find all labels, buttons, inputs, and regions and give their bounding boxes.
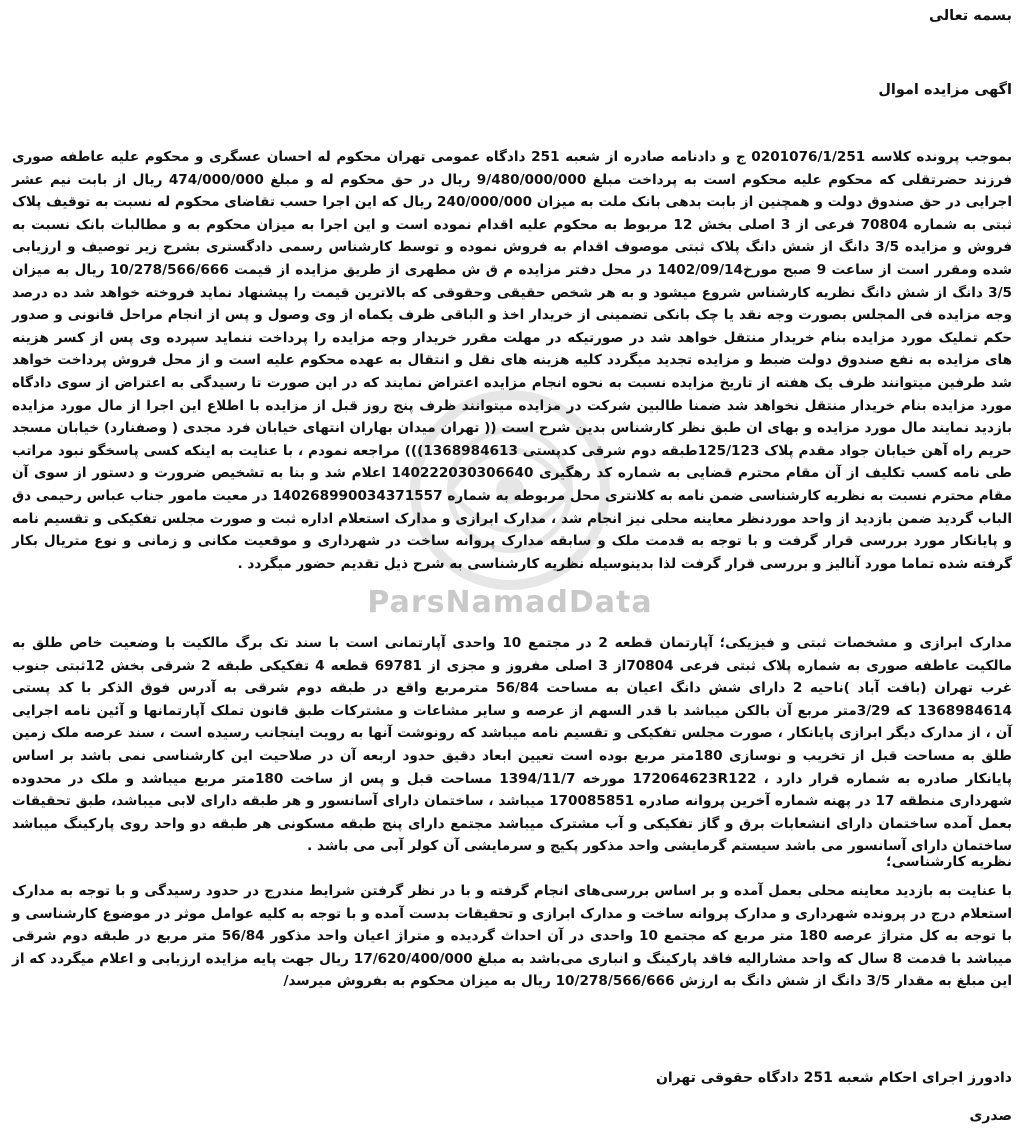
paragraph-property-specs: مدارک ابرازی و مشخصات ثبتی و فیزیکی؛ آپارتمان قطعه 2 در مجتمع 10 واحدی آپارتمانی است با سند تک برگ مالکیت با وضعیت خاص طلق به مالکیت عاطفه صوری به شماره پلاک ثبتی فرعی 70804از 3 اصلی مفروز و مجزی از 69781 قطعه 4 تفکیکی طبقه 2 شرقی بخش 12ثبتی جنوب غرب تهران (بافت آباد )ناحیه 2 دارای شش دانگ اعیان به مساحت 56/84 مترمربع واقع در طبقه دوم شرقی به آدرس فوق الذکر با کد پستی 1368984614 که 3/29متر مربع آن بالکن میباشد با قدر السهم از عرصه و سایر مشاعات و مشترکات طبق قانون تملک آپارتمانها و آئین نامه اجرایی آن ، از مدارک دیگر ابرازی پایانکار ، صورت مجلس تفکیکی و تقسیم نامه میباشد که رونوشت آنها به رویت اینجانب رسیده است ، سند عرصه ملک زمین طلق به مساحت قبل از تخریب و نوسازی 180متر مربع بوده است تعیین ابعاد دقیق حدود اربعه آن در صلاحیت این کارشناسی نمی باشد بر اساس پایانکار صادره به شماره قرار دارد ، 172064623R122 مورخه 1394/11/7 مساحت قبل و پس از ساخت 180متر مربع میباشد و ملک در محدوده شهرداری منطقه 17 در پهنه شماره آخرین پروانه صادره 170085851 میباشد ، ساختمان دارای آسانسور و هر طبقه دارای لابی میباشد، طبق تحقیقات بعمل آمده ساختمان دارای انشعابات برق و گاز تفکیکی و آب مشترک میباشد مجتمع دارای پنج طبقه مسکونی هر طبقه دو واحد روی پارکینگ میباشد ساختمان دارای آسانسور می باشد سیستم گرمایشی واحد مذکور پکیج و سرمایشی آن کولر آبی می باشد . bbox=[12, 635, 1013, 855]
invocation: بسمه تعالی bbox=[929, 8, 1012, 24]
paragraph-expert-opinion: با عنایت به بازدید معاینه محلی بعمل آمده و بر اساس بررسی‌های انجام گرفته و با در نظر گرفتن شرایط مندرج در حدود رسیدگی و با توجه به مدارک استعلام درج در پرونده شهرداری و مدارک پروانه ساخت و مدارک ابرازی و تحقیقات بدست آمده و با توجه به کلیه عوامل موثر در موضوع کارشناسی و با توجه به کل متراژ عرصه 180 متر مربع که مجتمع 10 واحدی در آن احداث گردیده و متراژ اعیان واحد مذکور 56/84 متر مربع در طبقه دوم شرقی میباشد با قدمت 8 سال که واحد مشارالیه فاقد پارکینگ و انباری می‌باشد به مبلغ 17/620/400/000 ریال جهت پایه مزایده ارزیابی و اعلام میگردد که از این مبلغ به مقدار 3/5 دانگ از شش دانگ به ارزش 10/278/566/666 ریال به میزان محکوم به بفروش میرسد/ bbox=[12, 883, 1012, 990]
paragraph-case-details: بموجب پرونده کلاسه 0201076/1/251 ج و دادنامه صادره از شعبه 251 دادگاه عمومی تهران محکوم له احسان عسگری و محکوم علیه عاطفه صوری فرزند حضرتقلی که محکوم علیه محکوم است به پرداخت مبلغ 9/480/000/000 ریال در حق محکوم له و مبلغ 474/000/000 ریال از بابت نیم عشر اجرایی در حق صندوق دولت و همچنین از بابت بدهی بانک ملت به میزان 240/000/000 ریال که این اجرا حسب تقاضای محکوم له نسبت به توقیف پلاک ثبتی به شماره 70804 فرعی از 3 اصلی بخش 12 مربوط به محکوم علیه اقدام نموده است و این اجرا به میزان محکوم به و مطالبات بانک نسبت به فروش و مزایده 3/5 دانگ از شش دانگ پلاک ثبتی موصوف اقدام به فروش نموده و توسط کارشناس رسمی دادگستری بشرح زیر توصیف و ارزیابی شده ومقرر است از ساعت 9 صبح مورخ1402/09/14 در محل دفتر مزایده م ق ش مطهری از طریق مزایده از قیمت 10/278/566/666 ریال به میزان 3/5 دانگ از شش دانگ نظریه کارشناس شروع میشود و به هر شخص حقیقی وحقوقی که بالاترین قیمت را پیشنهاد نماید فروخته خواهد شد ده درصد وجه مزایده فی المجلس بصورت وجه نقد یا چک بانکی تضمینی از خریدار اخذ و الباقی ظرف یکماه از وی وصول و پس از انجام مراحل قانونی و صدور حکم تملیک مورد مزایده بنام خریدار منتقل خواهد شد در صورتیکه در مهلت مقرر خریدار وجه مزایده را پرداخت ننماید سپرده وی پس از کسر هزینه های مزایده به نفع صندوق دولت ضبط و مزایده تجدید میگردد کلیه هزینه های نقل و انتقال به عهده محکوم علیه است و از محل فروش پرداخت خواهد شد طرفین میتوانند ظرف یک هفته از تاریخ مزایده نسبت به نحوه انجام مزایده اعتراض نمایند که در این صورت تا رسیدگی به اعتراض از سوی دادگاه مورد مزایده بنام خریدار منتقل نخواهد شد ضمنا طالبین شرکت در مزایده میتوانند ظرف پنج روز قبل از مزایده با اطلاع این اجرا از مال مورد مزایده بازدید نمایند مال مورد مزایده و بهای ان طبق نظر کارشناس بدین شرح است (( تهران میدان بهاران انتهای خیابان فرد مجدی ( وصفنارد) خیابان مسجد حریم راه آهن خیابان جواد مقدم پلاک 125/123طبقه دوم شرقی کدپستی 1368984613))) مراجعه نمودم ، با عنایت به اینکه کسی پاسخگو نبود مراتب طی نامه کسب تکلیف از آن مقام محترم قضایی به شماره کد رهگیری 140222030306640 اعلام شد و بنا به تشخیص ضرورت و دستور از سوی آن مقام محترم نسبت به نظریه کارشناسی ضمن نامه به کلانتری محل مربوطه به شماره 140268990034371557 در معیت مامور جناب عباس رحیمی دق الباب گردید ضمن بازدید از واحد موردنظر معاینه محلی نیز انجام شد ، مدارک ابرازی و مدارک استعلام اداره ثبت و صورت مجلس تفکیکی و تقسیم نامه و پایانکار مورد بررسی قرار گرفت و با توجه به قدمت ملک و سابقه مدارک پروانه ساخت در شهرداری و موقعیت مکانی و زمانی و نوع متریال بکار گرفته شده تماما مورد آنالیز و بررسی قرار گرفت لذا بدینوسیله نظریه کارشناسی به شرح ذیل تقدیم حضور میگردد . bbox=[12, 149, 1013, 572]
section-title-expert-opinion: نظریه کارشناسی؛ bbox=[886, 854, 1012, 870]
signature-name: صدری bbox=[969, 1108, 1012, 1124]
signature-title: دادورز اجرای احکام شعبه 251 دادگاه حقوقی تهران bbox=[655, 1070, 1012, 1086]
page-title: اگهی مزایده اموال bbox=[878, 82, 1012, 98]
watermark-text: ParsNamadData bbox=[367, 585, 653, 620]
